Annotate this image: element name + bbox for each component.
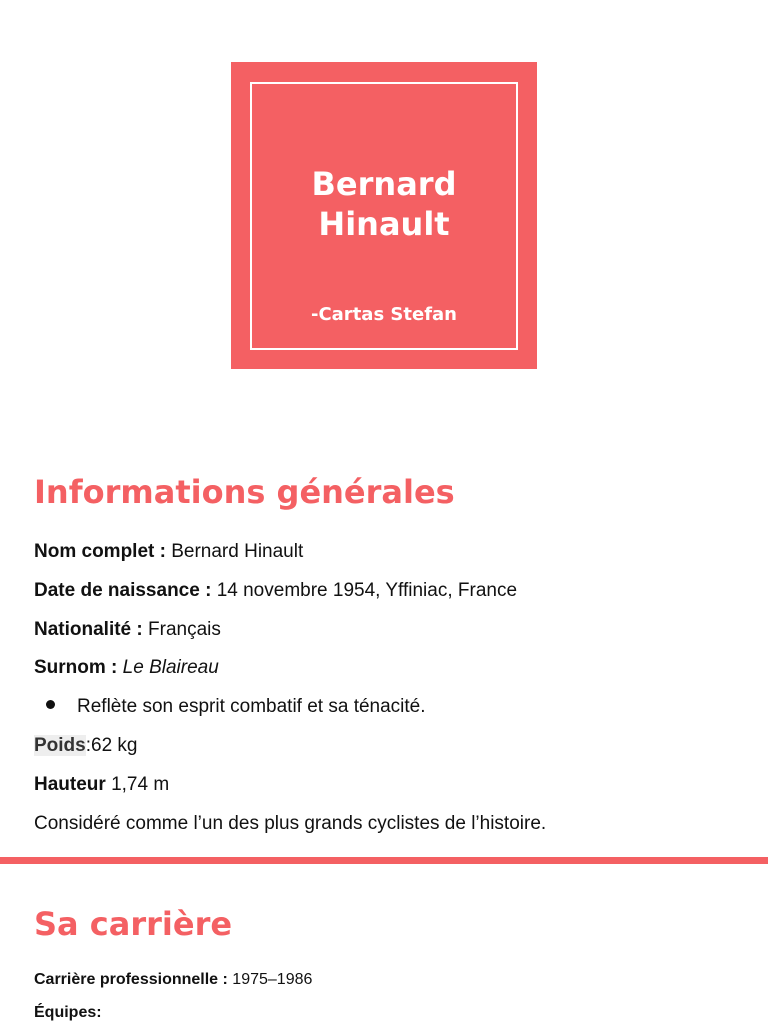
birth-value: 14 novembre 1954, Yffiniac, France xyxy=(216,580,518,601)
nationality-label: Nationalité : xyxy=(34,619,149,640)
full-name-value: Bernard Hinault xyxy=(171,541,304,562)
weight-value: :62 kg xyxy=(85,735,138,756)
section-divider xyxy=(0,857,768,864)
height-row xyxy=(34,773,169,797)
teams-label: Équipes: xyxy=(34,1004,102,1021)
height-value: 1,74 m xyxy=(111,774,170,795)
nationality-row xyxy=(34,618,221,642)
summary-text: Considéré comme l’un des plus grands cyclistes de l’histoire. xyxy=(34,813,547,834)
cover-frame xyxy=(250,82,518,350)
weight-label: Poids xyxy=(34,735,86,756)
nickname-value: Le Blaireau xyxy=(122,657,219,678)
pro-career-value: 1975–1986 xyxy=(232,971,313,988)
title-cover xyxy=(231,62,537,369)
full-name-row xyxy=(34,540,303,564)
birth-label: Date de naissance : xyxy=(34,580,217,601)
bullet-icon xyxy=(46,700,55,709)
teams-row xyxy=(34,1003,102,1023)
pro-career-row xyxy=(34,970,312,990)
nickname-note-item xyxy=(46,695,426,719)
document-title xyxy=(252,164,516,244)
nickname-row xyxy=(34,656,219,680)
career-heading: Sa carrière xyxy=(34,905,233,943)
nickname-note: Reflète son esprit combatif et sa ténacité. xyxy=(77,696,426,717)
general-info-heading: Informations générales xyxy=(34,473,455,511)
author-credit: -Cartas Stefan xyxy=(310,304,457,325)
title-line-2: Hinault xyxy=(318,205,450,243)
full-name-label: Nom complet : xyxy=(34,541,172,562)
nationality-value: Français xyxy=(148,619,221,640)
nickname-label: Surnom : xyxy=(34,657,123,678)
height-label: Hauteur xyxy=(34,774,112,795)
weight-row xyxy=(34,734,138,758)
pro-career-label: Carrière professionnelle : xyxy=(34,971,233,988)
title-line-1: Bernard xyxy=(311,165,457,203)
birth-row xyxy=(34,579,517,603)
